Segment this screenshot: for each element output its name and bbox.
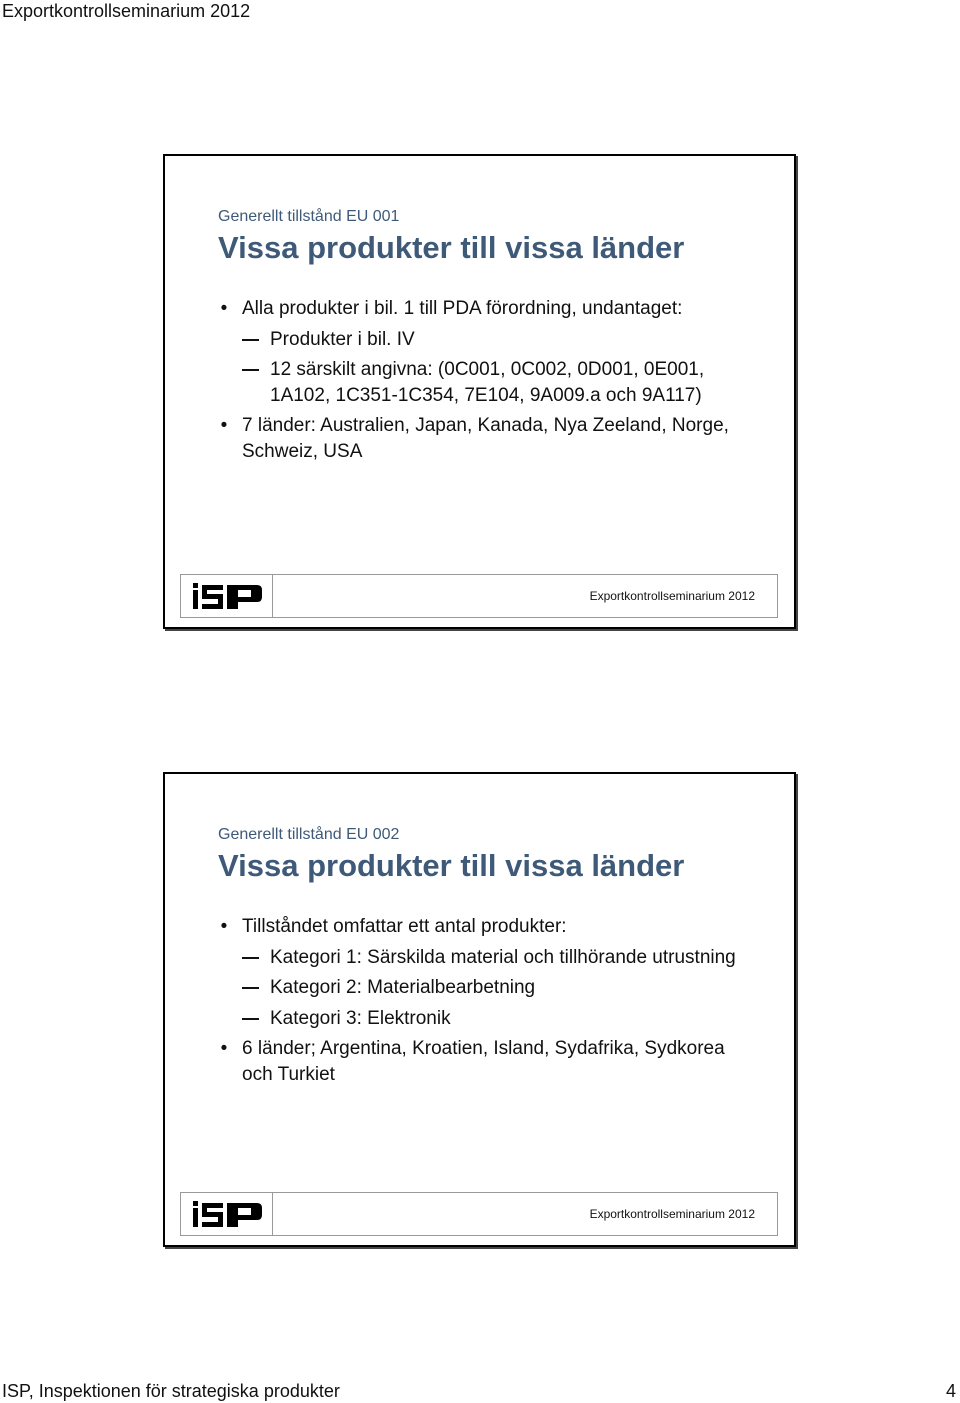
bullet-item <box>218 1036 758 1087</box>
sub-bullet-item <box>218 975 758 1001</box>
isp-logo-icon <box>193 1201 263 1227</box>
slide-footer-text: Exportkontrollseminarium 2012 <box>589 1207 755 1221</box>
slide-title: Vissa produkter till vissa länder <box>218 848 685 883</box>
slide-title: Vissa produkter till vissa länder <box>218 230 685 265</box>
sub-bullet-text: Kategori 3: Elektronik <box>270 1007 451 1029</box>
isp-logo-icon <box>193 583 263 609</box>
bullet-text: 6 länder; Argentina, Kroatien, Island, Sydafrika, Sydkorea och Turkiet <box>242 1038 725 1085</box>
bullet-mark: • <box>220 916 228 937</box>
bullet-mark: • <box>220 298 228 319</box>
dash-mark <box>242 369 259 371</box>
slide-subtitle: Generellt tillstånd EU 001 <box>218 208 400 225</box>
dash-mark <box>242 987 259 989</box>
bullet-item <box>218 413 758 464</box>
page-footer-org: ISP, Inspektionen för strategiska produkter <box>2 1381 340 1401</box>
bullet-mark: • <box>220 1038 228 1059</box>
dash-mark <box>242 957 259 959</box>
sub-bullet-item <box>218 327 758 353</box>
page-header-title: Exportkontrollseminarium 2012 <box>2 1 251 21</box>
slide-footer-text: Exportkontrollseminarium 2012 <box>589 589 755 603</box>
dash-mark <box>242 1018 259 1020</box>
isp-logo <box>181 575 273 617</box>
sub-bullet-item <box>218 945 758 971</box>
sub-bullet-text: Produkter i bil. IV <box>270 328 415 350</box>
sub-bullet-item <box>218 357 758 408</box>
sub-bullet-text: Kategori 1: Särskilda material och tillhörande utrustning <box>270 946 736 968</box>
isp-logo <box>181 1193 273 1235</box>
slide-body <box>218 296 758 469</box>
slide-footer-bar <box>180 1192 778 1236</box>
slide-subtitle: Generellt tillstånd EU 002 <box>218 826 400 843</box>
bullet-text: 7 länder: Australien, Japan, Kanada, Nya Zeeland, Norge, Schweiz, USA <box>242 415 729 462</box>
sub-bullet-text: Kategori 2: Materialbearbetning <box>270 977 536 998</box>
slide-1 <box>163 154 796 629</box>
bullet-item <box>218 914 758 940</box>
bullet-mark: • <box>220 415 228 436</box>
page-number: 4 <box>945 1381 956 1401</box>
bullet-item <box>218 296 758 322</box>
slide-2 <box>163 772 796 1247</box>
bullet-text: Tillståndet omfattar ett antal produkter: <box>242 916 567 937</box>
bullet-text: Alla produkter i bil. 1 till PDA förordning, undantaget: <box>242 298 683 319</box>
sub-bullet-text: 12 särskilt angivna: (0C001, 0C002, 0D001, 0E001, 1A102, 1C351-1C354, 7E104, 9A009.a och 9A117) <box>270 359 705 406</box>
dash-mark <box>242 339 259 341</box>
slide-footer-bar <box>180 574 778 618</box>
sub-bullet-item <box>218 1006 758 1032</box>
slide-body <box>218 914 758 1092</box>
